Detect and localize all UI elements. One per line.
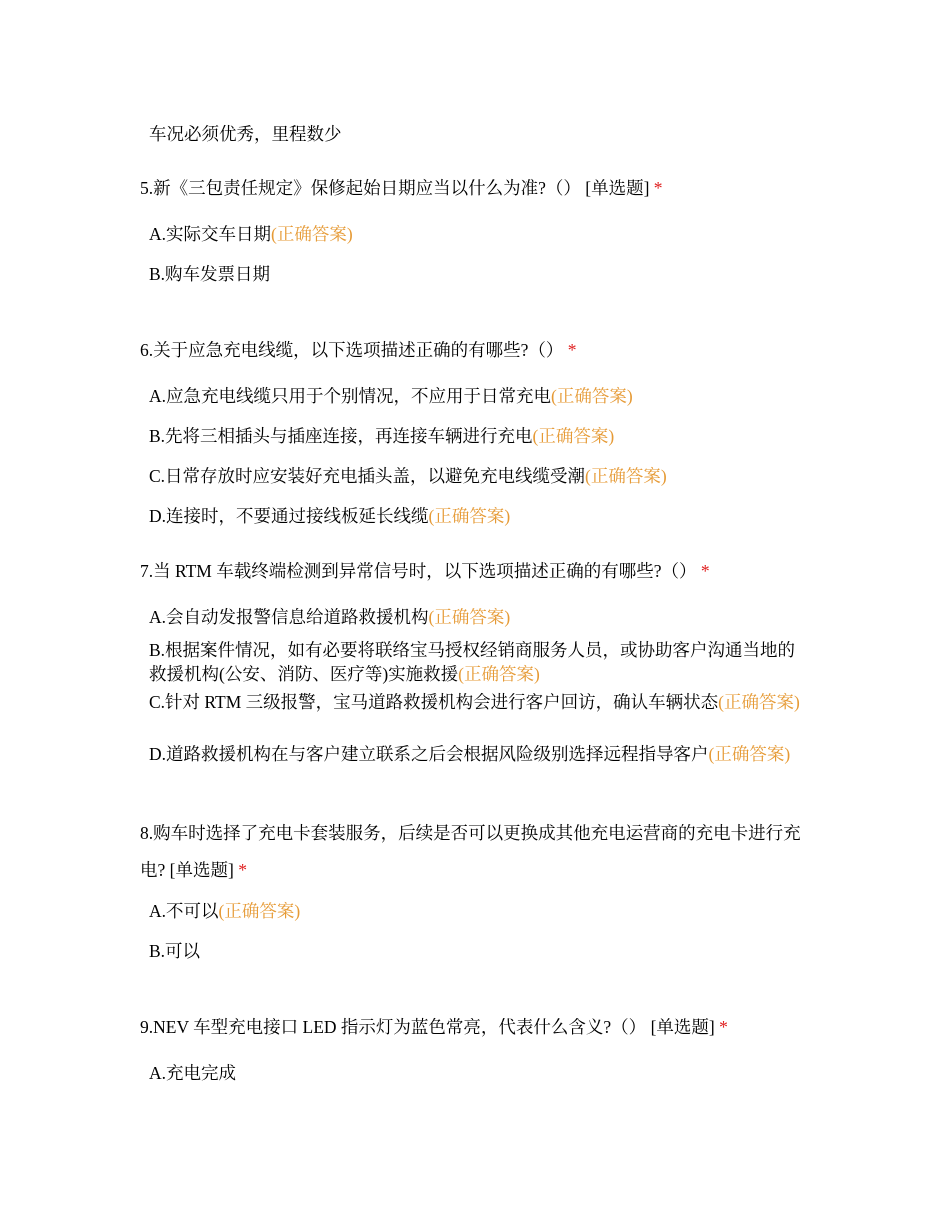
question-9-title: 9.NEV 车型充电接口 LED 指示灯为蓝色常亮，代表什么含义?（） [单选题] * (140, 1017, 728, 1037)
correct-answer-mark: (正确答案) (218, 901, 301, 921)
correct-answer-mark: (正确答案) (718, 692, 800, 712)
correct-answer-mark: (正确答案) (532, 426, 615, 446)
question-5-option-b[interactable]: B.购车发票日期 (149, 264, 271, 284)
question-7-option-b[interactable]: B.根据案件情况，如有必要将联络宝马授权经销商服务人员，或协助客户沟通当地的救援机构(公安、消防、医疗等)实施救援(正确答案) (149, 640, 796, 684)
correct-answer-mark: (正确答案) (585, 466, 667, 486)
question-7-title: 7.当 RTM 车载终端检测到异常信号时，以下选项描述正确的有哪些?（） * (140, 561, 710, 581)
question-6-option-b[interactable]: B.先将三相插头与插座连接，再连接车辆进行充电(正确答案) (149, 426, 615, 446)
question-6-option-c[interactable]: C.日常存放时应安装好充电插头盖，以避免充电线缆受潮(正确答案) (149, 466, 667, 486)
question-7-option-c[interactable]: C.针对 RTM 三级报警，宝马道路救援机构会进行客户回访，确认车辆状态(正确答案) (149, 692, 800, 712)
question-8-option-a[interactable]: A.不可以(正确答案) (149, 901, 301, 921)
required-mark: * (653, 178, 663, 198)
question-6-option-a[interactable]: A.应急充电线缆只用于个别情况，不应用于日常充电(正确答案) (149, 386, 633, 406)
question-9-option-a[interactable]: A.充电完成 (149, 1063, 237, 1083)
question-5-title: 5.新《三包责任规定》保修起始日期应当以什么为准?（） [单选题] * (140, 178, 663, 198)
question-6-title: 6.关于应急充电线缆，以下选项描述正确的有哪些?（） * (140, 340, 577, 360)
correct-answer-mark: (正确答案) (708, 744, 791, 764)
question-7-option-a[interactable]: A.会自动发报警信息给道路救援机构(正确答案) (149, 607, 511, 627)
correct-answer-mark: (正确答案) (551, 386, 633, 406)
question-8-title: 8.购车时选择了充电卡套装服务，后续是否可以更换成其他充电运营商的充电卡进行充电? [单选题] * (140, 823, 801, 880)
correct-answer-mark: (正确答案) (428, 607, 511, 627)
required-mark: * (238, 860, 247, 880)
question-5-option-a[interactable]: A.实际交车日期(正确答案) (149, 224, 353, 244)
correct-answer-mark: (正确答案) (428, 506, 511, 526)
required-mark: * (719, 1017, 728, 1037)
required-mark: * (700, 561, 710, 581)
intro-line: 车况必须优秀，里程数少 (149, 124, 342, 144)
question-8-option-b[interactable]: B.可以 (149, 941, 201, 961)
required-mark: * (567, 340, 577, 360)
question-6-option-d[interactable]: D.连接时，不要通过接线板延长线缆(正确答案) (149, 506, 511, 526)
correct-answer-mark: (正确答案) (458, 664, 540, 684)
correct-answer-mark: (正确答案) (271, 224, 353, 244)
question-7-option-d[interactable]: D.道路救援机构在与客户建立联系之后会根据风险级别选择远程指导客户(正确答案) (149, 744, 791, 764)
